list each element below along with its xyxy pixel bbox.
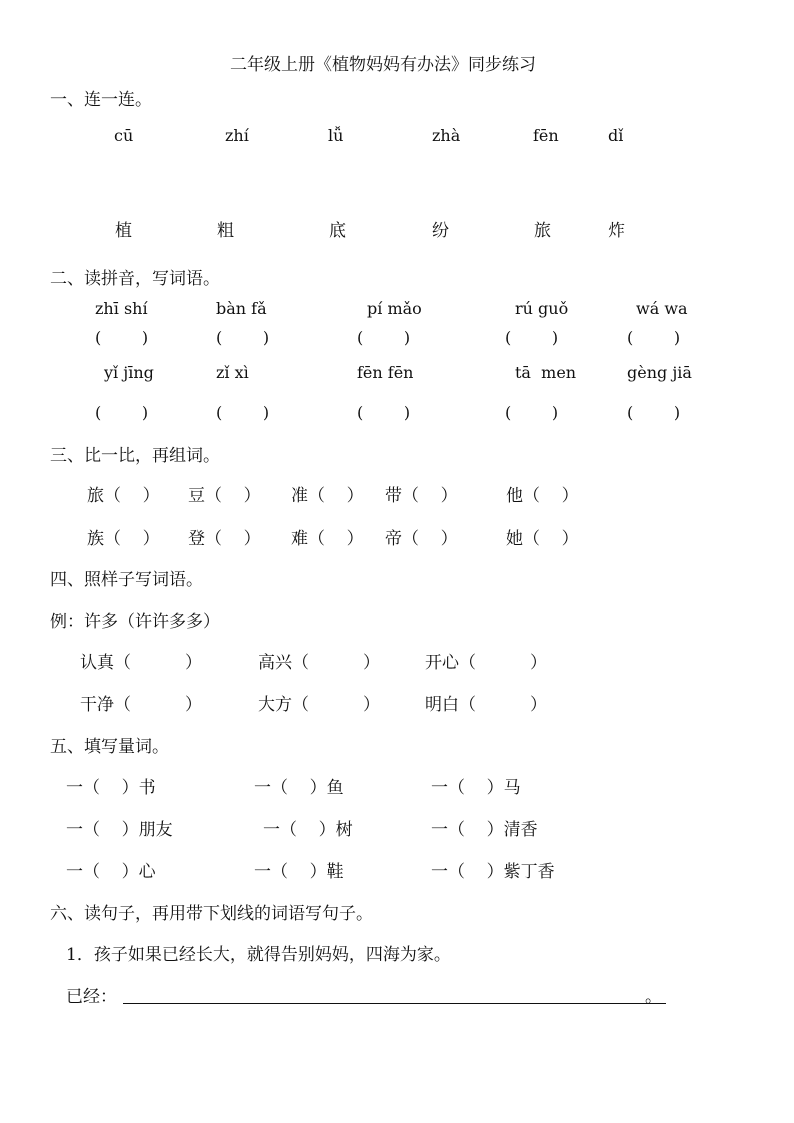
pinyin-word: bàn fǎ bbox=[216, 299, 267, 318]
pinyin-word: fēn fēn bbox=[357, 363, 414, 382]
pinyin-word: zǐ xì bbox=[216, 363, 249, 382]
pinyin-word: zhī shí bbox=[95, 299, 148, 318]
example-sentence: 1．孩子如果已经长大，就得告别妈妈，四海为家。 bbox=[66, 945, 451, 965]
pinyin-lv: lǚ bbox=[328, 126, 344, 145]
answer-blank[interactable]: ( ) bbox=[216, 328, 270, 347]
page-title: 二年级上册《植物妈妈有办法》同步练习 bbox=[230, 55, 536, 75]
pinyin-word: rú guǒ bbox=[515, 299, 569, 318]
pattern-item[interactable]: 干净（ ） bbox=[80, 695, 203, 715]
measure-item[interactable]: 一（ ）紫丁香 bbox=[431, 862, 555, 882]
answer-blank[interactable]: ( ) bbox=[505, 403, 559, 422]
char-di: 底 bbox=[329, 221, 346, 241]
measure-item[interactable]: 一（ ）马 bbox=[431, 778, 521, 798]
answer-blank[interactable]: ( ) bbox=[505, 328, 559, 347]
answer-line[interactable] bbox=[123, 1003, 666, 1004]
answer-blank[interactable]: ( ) bbox=[95, 403, 149, 422]
measure-item[interactable]: 一（ ）心 bbox=[66, 862, 156, 882]
pinyin-fen: fēn bbox=[533, 126, 559, 145]
answer-blank[interactable]: ( ) bbox=[627, 403, 681, 422]
answer-blank[interactable]: ( ) bbox=[357, 403, 411, 422]
pattern-item[interactable]: 大方（ ） bbox=[258, 695, 381, 715]
pinyin-zha: zhà bbox=[432, 126, 461, 145]
pattern-item[interactable]: 开心（ ） bbox=[425, 653, 548, 673]
compare-item[interactable]: 豆（ ） bbox=[188, 486, 261, 506]
measure-item[interactable]: 一（ ）朋友 bbox=[66, 820, 173, 840]
char-lv: 旅 bbox=[534, 221, 551, 241]
measure-item[interactable]: 一（ ）树 bbox=[263, 820, 353, 840]
measure-item[interactable]: 一（ ）书 bbox=[66, 778, 156, 798]
compare-item[interactable]: 她（ ） bbox=[506, 529, 579, 549]
compare-item[interactable]: 难（ ） bbox=[291, 529, 364, 549]
answer-blank[interactable]: ( ) bbox=[95, 328, 149, 347]
char-fen: 纷 bbox=[432, 221, 449, 241]
pattern-item[interactable]: 高兴（ ） bbox=[258, 653, 381, 673]
answer-blank[interactable]: ( ) bbox=[627, 328, 681, 347]
compare-item[interactable]: 准（ ） bbox=[291, 486, 364, 506]
compare-item[interactable]: 他（ ） bbox=[506, 486, 579, 506]
pinyin-di: dǐ bbox=[608, 126, 624, 145]
pinyin-cu: cū bbox=[114, 126, 134, 145]
pinyin-word: yǐ jīng bbox=[104, 363, 154, 382]
compare-item[interactable]: 带（ ） bbox=[385, 486, 458, 506]
section-5-heading: 五、填写量词。 bbox=[50, 737, 169, 757]
example-line: 例：许多（许许多多） bbox=[50, 612, 220, 632]
section-3-heading: 三、比一比，再组词。 bbox=[50, 446, 220, 466]
compare-item[interactable]: 旅（ ） bbox=[87, 486, 160, 506]
compare-item[interactable]: 族（ ） bbox=[87, 529, 160, 549]
section-6-heading: 六、读句子，再用带下划线的词语写句子。 bbox=[50, 904, 373, 924]
pinyin-word: pí mǎo bbox=[367, 299, 422, 318]
pinyin-word: wá wa bbox=[636, 299, 688, 318]
char-cu: 粗 bbox=[217, 221, 234, 241]
char-zha: 炸 bbox=[608, 221, 625, 241]
measure-item[interactable]: 一（ ）清香 bbox=[431, 820, 538, 840]
answer-label: 已经： bbox=[66, 987, 117, 1007]
measure-item[interactable]: 一（ ）鱼 bbox=[254, 778, 344, 798]
answer-period: 。 bbox=[645, 987, 662, 1007]
section-1-heading: 一、连一连。 bbox=[50, 90, 152, 110]
section-2-heading: 二、读拼音，写词语。 bbox=[50, 269, 220, 289]
pinyin-zhi: zhí bbox=[225, 126, 249, 145]
answer-blank[interactable]: ( ) bbox=[216, 403, 270, 422]
pattern-item[interactable]: 认真（ ） bbox=[80, 653, 203, 673]
section-4-heading: 四、照样子写词语。 bbox=[50, 570, 203, 590]
compare-item[interactable]: 登（ ） bbox=[188, 529, 261, 549]
pinyin-word: gèng jiā bbox=[627, 363, 692, 382]
pattern-item[interactable]: 明白（ ） bbox=[425, 695, 548, 715]
char-zhi: 植 bbox=[115, 221, 132, 241]
measure-item[interactable]: 一（ ）鞋 bbox=[254, 862, 344, 882]
pinyin-word: tā men bbox=[515, 363, 577, 382]
compare-item[interactable]: 帝（ ） bbox=[385, 529, 458, 549]
answer-blank[interactable]: ( ) bbox=[357, 328, 411, 347]
